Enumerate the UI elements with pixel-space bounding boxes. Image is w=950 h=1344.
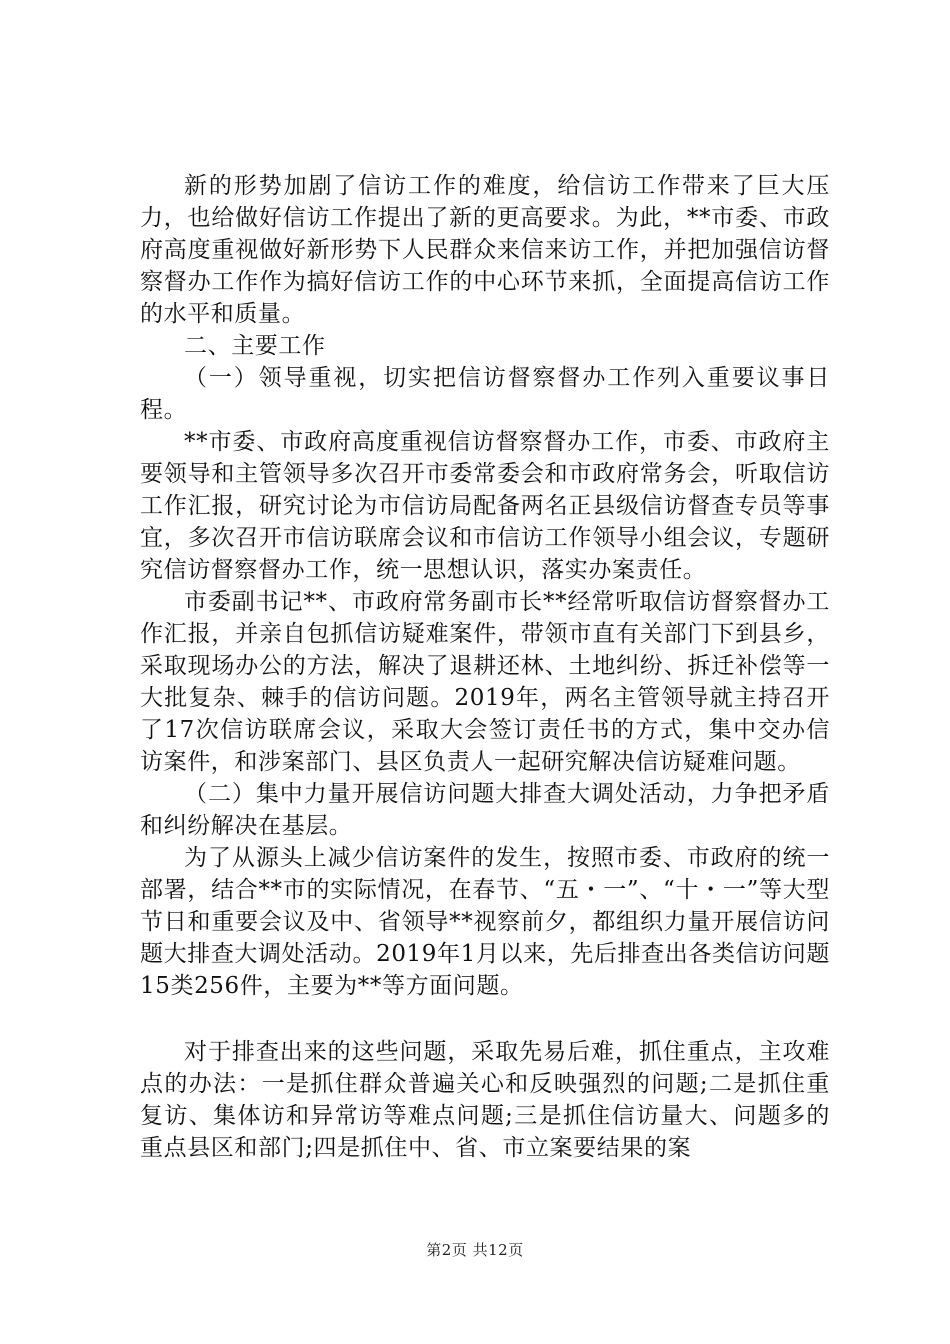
paragraph-investigation-detail: 为了从源头上减少信访案件的发生，按照市委、市政府的统一部署，结合**市的实际情况，在春节、“五・一”、“十・一”等大型节日和重要会议及中、省领导**视察前夕，都组织力量开展信访问题大排查大调处活动。2019年1月以来，先后排查出各类信访问题15类256件，主要为**等方面问题。 xyxy=(140,845,830,999)
subheading-leadership: （一）领导重视，切实把信访督察督办工作列入重要议事日程。 xyxy=(140,365,830,423)
subheading-investigation: （二）集中力量开展信访问题大排查大调处活动，力争把矛盾和纠纷解决在基层。 xyxy=(140,781,830,839)
section-heading-main-work: 二、主要工作 xyxy=(184,333,326,359)
paragraph-approach: 对于排查出来的这些问题，采取先易后难，抓住重点，主攻难点的办法：一是抓住群众普遍关心和反映强烈的问题;二是抓住重复访、集体访和异常访等难点问题;三是抓住信访量大、问题多的重点县区和部门;四是抓住中、省、市立案要结果的案 xyxy=(140,1039,830,1161)
paragraph-deputy-secretary: 市委副书记**、市政府常务副市长**经常听取信访督察督办工作汇报，并亲自包抓信访疑难案件，带领市直有关部门下到县乡，采取现场办公的方法，解决了退耕还林、土地纠纷、拆迁补偿等一大批复杂、棘手的信访问题。2019年，两名主管领导就主持召开了17次信访联席会议，采取大会签订责任书的方式，集中交办信访案件，和涉案部门、县区负责人一起研究解决信访疑难问题。 xyxy=(140,589,830,775)
page-footer: 第2页 共12页 xyxy=(426,1241,524,1259)
paragraph-leadership-detail: **市委、市政府高度重视信访督察督办工作，市委、市政府主要领导和主管领导多次召开市委常委会和市政府常务会，听取信访工作汇报，研究讨论为市信访局配备两名正县级信访督查专员等事宜，多次召开市信访联席会议和市信访工作领导小组会议，专题研究信访督察督办工作，统一思想认识，落实办案责任。 xyxy=(140,429,830,583)
document-body xyxy=(140,170,830,1164)
paragraph-intro: 新的形势加剧了信访工作的难度，给信访工作带来了巨大压力，也给做好信访工作提出了新的更高要求。为此，**市委、市政府高度重视做好新形势下人民群众来信来访工作，并把加强信访督察督办工作作为搞好信访工作的中心环节来抓，全面提高信访工作的水平和质量。 xyxy=(140,173,830,327)
